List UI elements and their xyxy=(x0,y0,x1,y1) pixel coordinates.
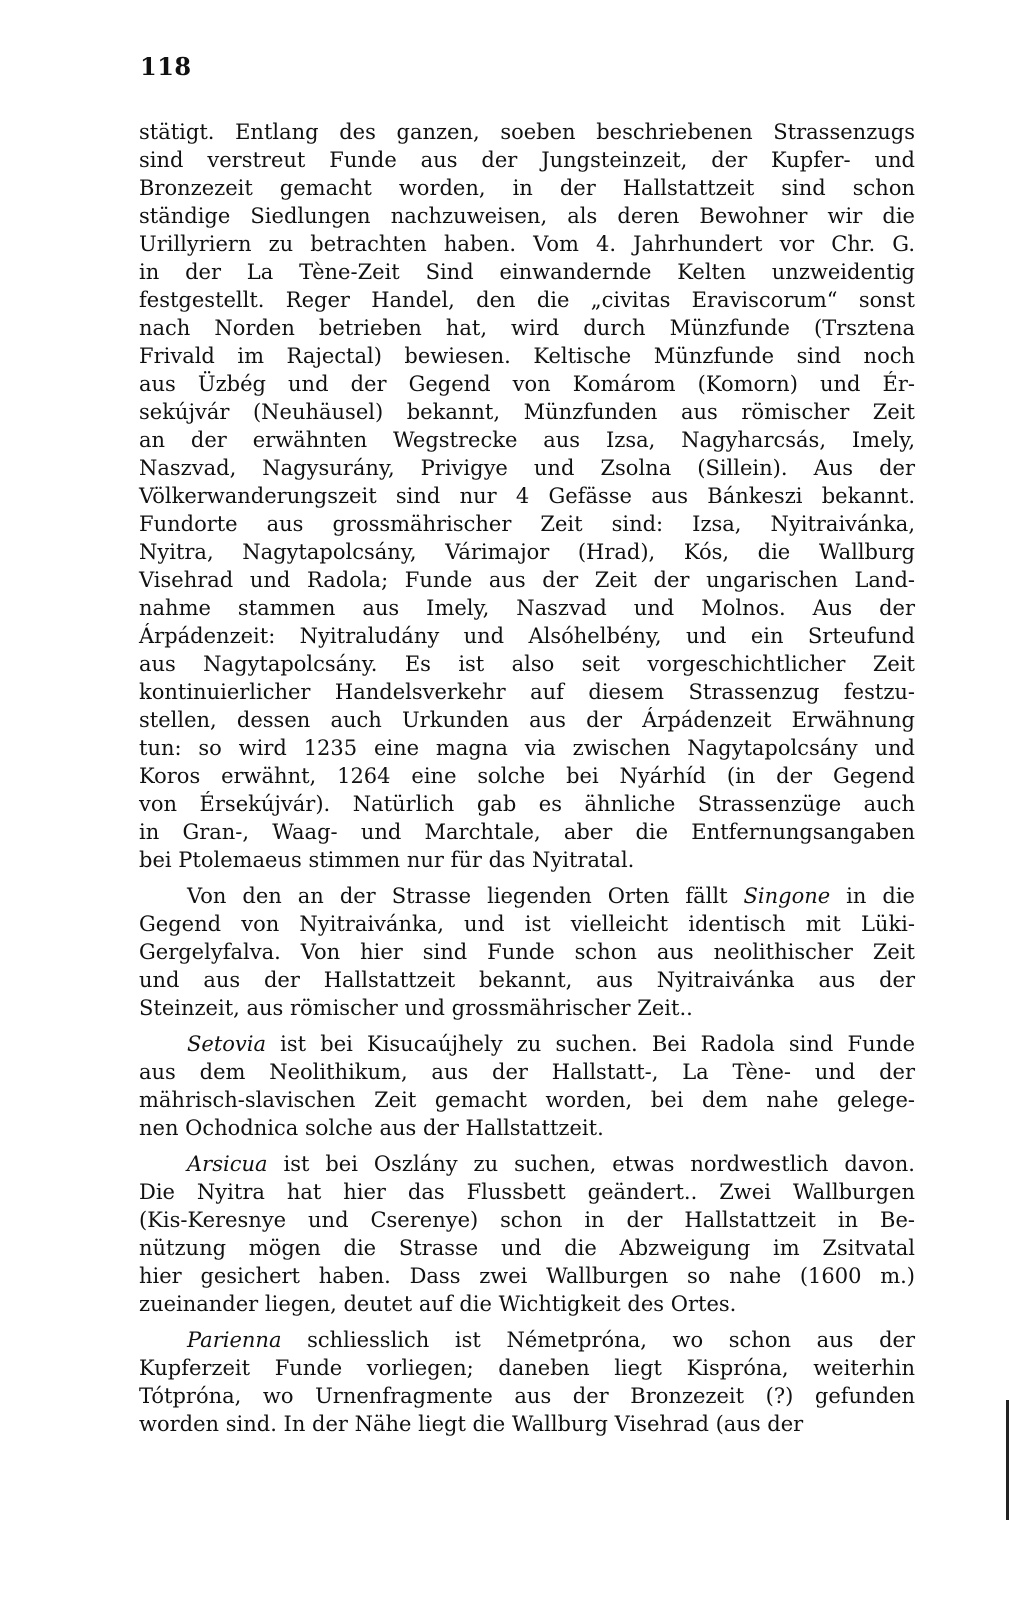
text-line: Gegend von Nyitraivánka, und ist vielleicht identisch mit Lüki- xyxy=(139,912,915,936)
text-line: stätigt. Entlang des ganzen, soeben beschriebenen Strassenzugs xyxy=(139,120,915,144)
text-line: kontinuierlicher Handelsverkehr auf diesem Strassenzug festzu- xyxy=(139,680,915,704)
place-name-italic: Parienna xyxy=(187,1328,282,1352)
place-name-italic: Setovia xyxy=(187,1032,266,1056)
place-name-italic: Arsicua xyxy=(187,1152,268,1176)
text-line: Frivald im Rajectal) bewiesen. Keltische Münzfunde sind noch xyxy=(139,344,915,368)
text-line: Tótpróna, wo Urnenfragmente aus der Bronzezeit (?) gefunden xyxy=(139,1384,915,1408)
text-line: nahme stammen aus Imely, Naszvad und Molnos. Aus der xyxy=(139,596,915,620)
text-line: Gergelyfalva. Von hier sind Funde schon aus neolithischer Zeit xyxy=(139,940,915,964)
text-line: hier gesichert haben. Dass zwei Wallburgen so nahe (1600 m.) xyxy=(139,1264,915,1288)
text-line: Nyitra, Nagytapolcsány, Várimajor (Hrad), Kós, die Wallburg xyxy=(139,540,915,564)
text-line: nen Ochodnica solche aus der Hallstattzeit. xyxy=(139,1116,604,1140)
text-line: Steinzeit, aus römischer und grossmährischer Zeit.. xyxy=(139,996,693,1020)
text-line: Kupferzeit Funde vorliegen; daneben liegt Kispróna, weiterhin xyxy=(139,1356,915,1380)
text-line: ständige Siedlungen nachzuweisen, als deren Bewohner wir die xyxy=(139,204,915,228)
text-line: Fundorte aus grossmährischer Zeit sind: Izsa, Nyitraivánka, xyxy=(139,512,915,536)
place-name-italic: Singone xyxy=(743,884,831,908)
paragraph xyxy=(139,882,915,1022)
text-line: und aus der Hallstattzeit bekannt, aus Nyitraivánka aus der xyxy=(139,968,915,992)
text-line: aus dem Neolithikum, aus der Hallstatt-, La Tène- und der xyxy=(139,1060,915,1084)
paragraph xyxy=(139,1326,915,1438)
paragraph xyxy=(139,1030,915,1142)
text-line: Árpádenzeit: Nyitraludány und Alsóhelbény, und ein Srteufund xyxy=(139,624,915,648)
text-line: mährisch-slavischen Zeit gemacht worden, bei dem nahe gelege- xyxy=(139,1088,915,1112)
text-line: nützung mögen die Strasse und die Abzweigung im Zsitvatal xyxy=(139,1236,915,1260)
text-line xyxy=(139,1326,915,1354)
text-line: Bronzezeit gemacht worden, in der Hallstattzeit sind schon xyxy=(139,176,915,200)
paragraph xyxy=(139,118,915,874)
text-line: nach Norden betrieben hat, wird durch Münzfunde (Trsztena xyxy=(139,316,915,340)
text-segment: ist bei Kisucaújhely zu suchen. Bei Radola sind Funde xyxy=(266,1032,915,1056)
text-line: in der La Tène-Zeit Sind einwandernde Kelten unzweidentig xyxy=(139,260,915,284)
page-number: 118 xyxy=(140,52,192,81)
text-line: aus Nagytapolcsány. Es ist also seit vorgeschichtlicher Zeit xyxy=(139,652,915,676)
text-line: festgestellt. Reger Handel, den die „civitas Eraviscorum“ sonst xyxy=(139,288,915,312)
text-line: an der erwähnten Wegstrecke aus Izsa, Nagyharcsás, Imely, xyxy=(139,428,915,452)
text-segment: ist bei Oszlány zu suchen, etwas nordwestlich davon. xyxy=(267,1152,915,1176)
body-text xyxy=(139,118,915,1446)
text-line: (Kis-Keresnye und Cserenye) schon in der Hallstattzeit in Be- xyxy=(139,1208,915,1232)
text-line xyxy=(139,882,915,910)
text-line xyxy=(139,1030,915,1058)
text-line: Visehrad und Radola; Funde aus der Zeit der ungarischen Land- xyxy=(139,568,915,592)
paragraph xyxy=(139,1150,915,1318)
text-line: von Érsekújvár). Natürlich gab es ähnliche Strassenzüge auch xyxy=(139,792,915,816)
text-line: stellen, dessen auch Urkunden aus der Árpádenzeit Erwähnung xyxy=(139,708,915,732)
text-line xyxy=(139,1150,915,1178)
text-segment: Von den an der Strasse liegenden Orten fällt xyxy=(187,884,744,908)
text-line: bei Ptolemaeus stimmen nur für das Nyitratal. xyxy=(139,848,635,872)
text-line: zueinander liegen, deutet auf die Wichtigkeit des Ortes. xyxy=(139,1292,737,1316)
text-line: sind verstreut Funde aus der Jungsteinzeit, der Kupfer- und xyxy=(139,148,915,172)
text-line: aus Üzbég und der Gegend von Komárom (Komorn) und Ér- xyxy=(139,372,915,396)
text-line: worden sind. In der Nähe liegt die Wallburg Visehrad (aus der xyxy=(139,1412,804,1436)
scan-margin-mark xyxy=(1006,1400,1009,1520)
text-line: Urillyriern zu betrachten haben. Vom 4. Jahrhundert vor Chr. G. xyxy=(139,232,915,256)
text-segment: schliesslich ist Németpróna, wo schon aus der xyxy=(281,1328,915,1352)
text-segment: in die xyxy=(830,884,915,908)
text-line: Koros erwähnt, 1264 eine solche bei Nyárhíd (in der Gegend xyxy=(139,764,915,788)
text-line: sekújvár (Neuhäusel) bekannt, Münzfunden aus römischer Zeit xyxy=(139,400,915,424)
text-line: tun: so wird 1235 eine magna via zwischen Nagytapolcsány und xyxy=(139,736,915,760)
text-line: in Gran-, Waag- und Marchtale, aber die Entfernungsangaben xyxy=(139,820,915,844)
text-line: Die Nyitra hat hier das Flussbett geändert.. Zwei Wallburgen xyxy=(139,1180,915,1204)
text-line: Völkerwanderungszeit sind nur 4 Gefässe aus Bánkeszi bekannt. xyxy=(139,484,915,508)
text-line: Naszvad, Nagysurány, Privigye und Zsolna (Sillein). Aus der xyxy=(139,456,915,480)
